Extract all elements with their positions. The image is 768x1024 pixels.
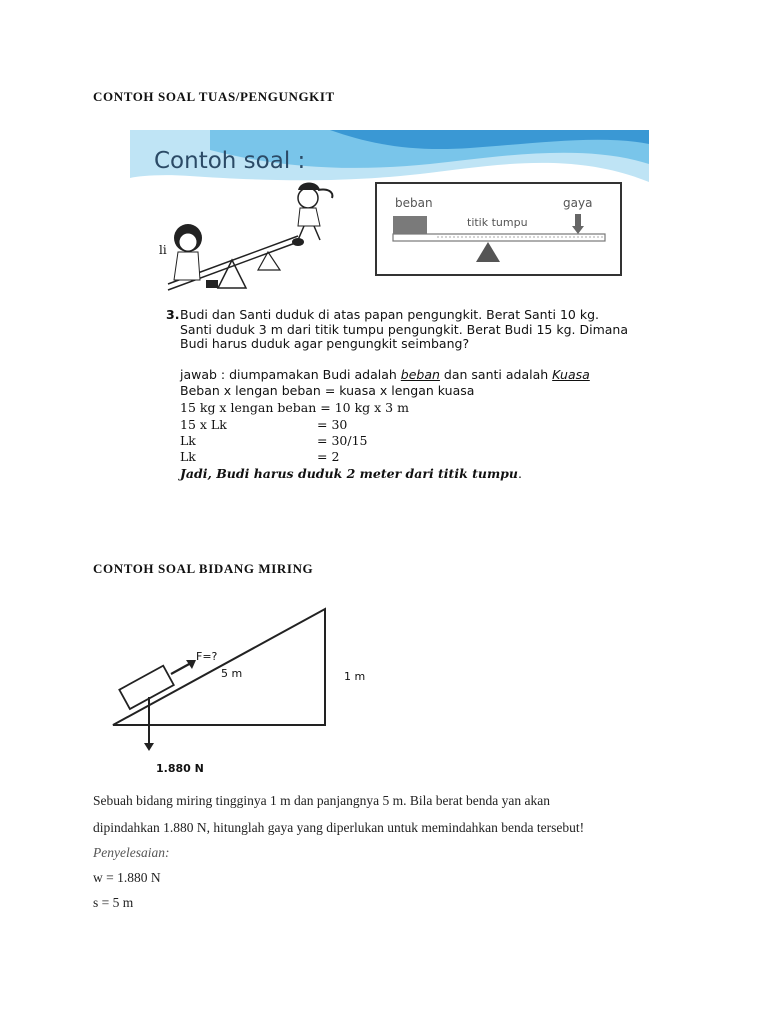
- effort-arrow-shaft: [575, 214, 581, 226]
- problem-line-2: dipindahkan 1.880 N, hitunglah gaya yang diperlukan untuk memindahkan benda tersebut!: [93, 820, 585, 835]
- question-line-1: Budi dan Santi duduk di atas papan pengungkit. Berat Santi 10 kg.: [180, 307, 599, 322]
- problem-line-1: Sebuah bidang miring tingginya 1 m dan panjangnya 5 m. Bila berat benda yan akan: [93, 793, 551, 808]
- force-label: F=?: [196, 650, 218, 663]
- side-mark: li: [159, 243, 167, 257]
- incline-triangle: [113, 609, 325, 725]
- answer-line-2: Beban x lengan beban = kuasa x lengan kuasa: [180, 383, 475, 398]
- beban-term: beban: [400, 367, 440, 382]
- effort-arrow-head: [572, 226, 584, 234]
- question-line-3: Budi harus duduk agar pengungkit seimbang?: [180, 336, 470, 351]
- heading-lever-examples: CONTOH SOAL TUAS/PENGUNGKIT: [93, 89, 335, 104]
- heading-incline-examples: CONTOH SOAL BIDANG MIRING: [93, 561, 314, 576]
- given-length: s = 5 m: [93, 895, 134, 910]
- calc-row: 15 x Lk = 30: [180, 417, 348, 432]
- question-number: 3.: [166, 307, 180, 322]
- kuasa-term: Kuasa: [552, 367, 590, 382]
- fulcrum-triangle: [476, 242, 500, 262]
- seesaw-illustration: [148, 180, 358, 298]
- weight-arrow-head: [144, 743, 154, 751]
- height-label: 1 m: [344, 670, 366, 683]
- solution-label: Penyelesaian:: [93, 845, 170, 860]
- question-line-2: Santi duduk 3 m dari titik tumpu pengungkit. Berat Budi 15 kg. Dimana: [180, 322, 628, 337]
- slide-title: Contoh soal :: [154, 148, 306, 174]
- answer-line-3: 15 kg x lengan beban = 10 kg x 3 m: [180, 400, 409, 415]
- calc-row: Lk = 2: [180, 449, 340, 464]
- answer-conclusion: Jadi, Budi harus duduk 2 meter dari titik tumpu.: [180, 466, 522, 481]
- example-slide-image: [130, 130, 649, 499]
- given-weight: w = 1.880 N: [93, 870, 161, 885]
- load-block: [393, 216, 427, 236]
- label-gaya: gaya: [563, 196, 593, 210]
- length-label: 5 m: [221, 667, 243, 680]
- answer-line-1: jawab : diumpamakan Budi adalah beban dan santi adalah Kuasa: [180, 367, 590, 382]
- weight-label: 1.880 N: [156, 762, 204, 775]
- calc-row: Lk = 30/15: [180, 433, 368, 448]
- label-titik-tumpu: titik tumpu: [467, 216, 528, 229]
- lever-diagram: [375, 182, 622, 276]
- label-beban: beban: [395, 196, 433, 210]
- force-arrow-shaft: [171, 663, 191, 674]
- inclined-plane-diagram: [95, 600, 355, 760]
